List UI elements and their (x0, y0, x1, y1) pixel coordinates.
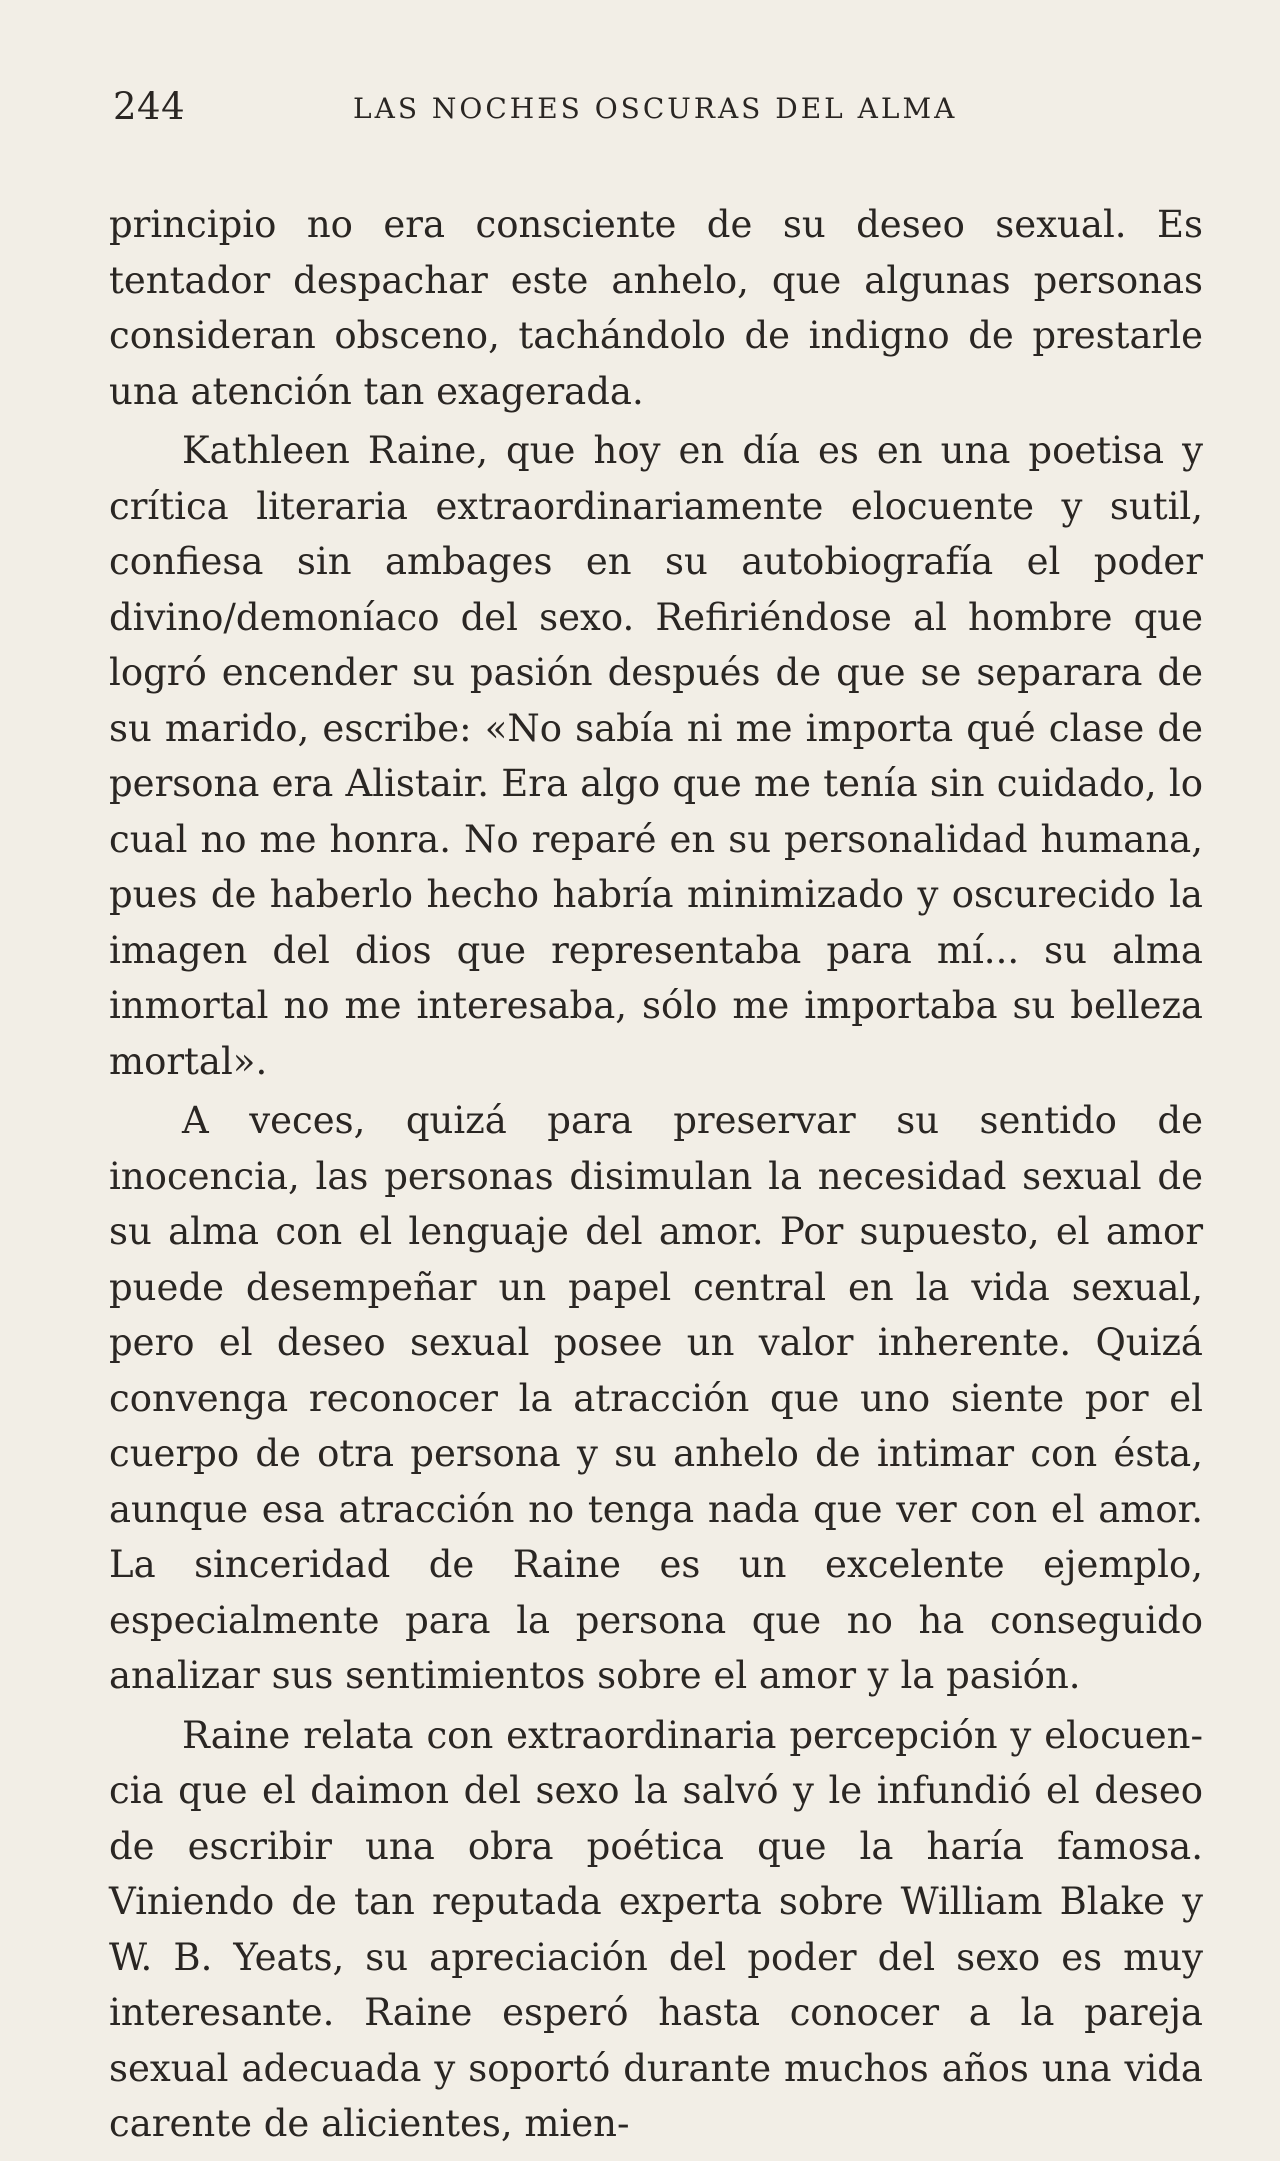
paragraph-3: A veces, quizá para preservar su sentido de inocencia, las personas disimulan la necesidad sexual de su alma con el lenguaje del amor. Por supuesto, el amor puede desempeñar un papel central en la vida sexual, pero el deseo sexual posee un valor inherente. Quizá convenga reconocer la atracción que uno siente por el cuerpo de otra persona y su anhelo de intimar con ésta, aunque esa atracción no tenga nada que ver con el amor. La sinceridad de Raine es un excelente ejemplo, especialmente para la persona que no ha conseguido analizar sus sentimientos sobre el amor y la pasión. (109, 1099, 1203, 1697)
paragraph-4: Raine relata con extraordinaria percepción y elocuencia que el daimon del sexo la salvó y le infundió el deseo de escribir una obra poética que la haría famosa. Viniendo de tan reputada experta sobre William Blake y W. B. Yeats, su apreciación del poder del sexo es muy interesante. Raine esperó hasta conocer a la pareja sexual adecuada y soportó durante muchos años una vida carente de alicientes, mien- (109, 1713, 1203, 2145)
paragraph-2: Kathleen Raine, que hoy en día es en una poetisa y crítica literaria extraordinariamente elocuente y sutil, confiesa sin ambages en su autobiografía el poder divino/demoníaco del sexo. Refiriéndose al hombre que logró encender su pasión después de que se separara de su marido, escribe: «No sabía ni me importa qué clase de persona era Alistair. Era algo que me tenía sin cuidado, lo cual no me honra. No reparé en su personalidad humana, pues de haberlo hecho habría minimizado y oscurecido la imagen del dios que representaba para mí... su alma inmortal no me interesaba, sólo me importaba su belleza mortal». (109, 429, 1203, 1083)
body-text (109, 197, 1203, 2152)
paragraph-1: principio no era consciente de su deseo sexual. Es tentador despachar este anhelo, que algunas personas consideran obsceno, tachándolo de indigno de prestarle una atención tan exagerada. (109, 203, 1203, 413)
page-header (113, 82, 1193, 132)
running-title: LAS NOCHES OSCURAS DEL ALMA (353, 92, 958, 125)
page-number: 244 (113, 85, 186, 128)
